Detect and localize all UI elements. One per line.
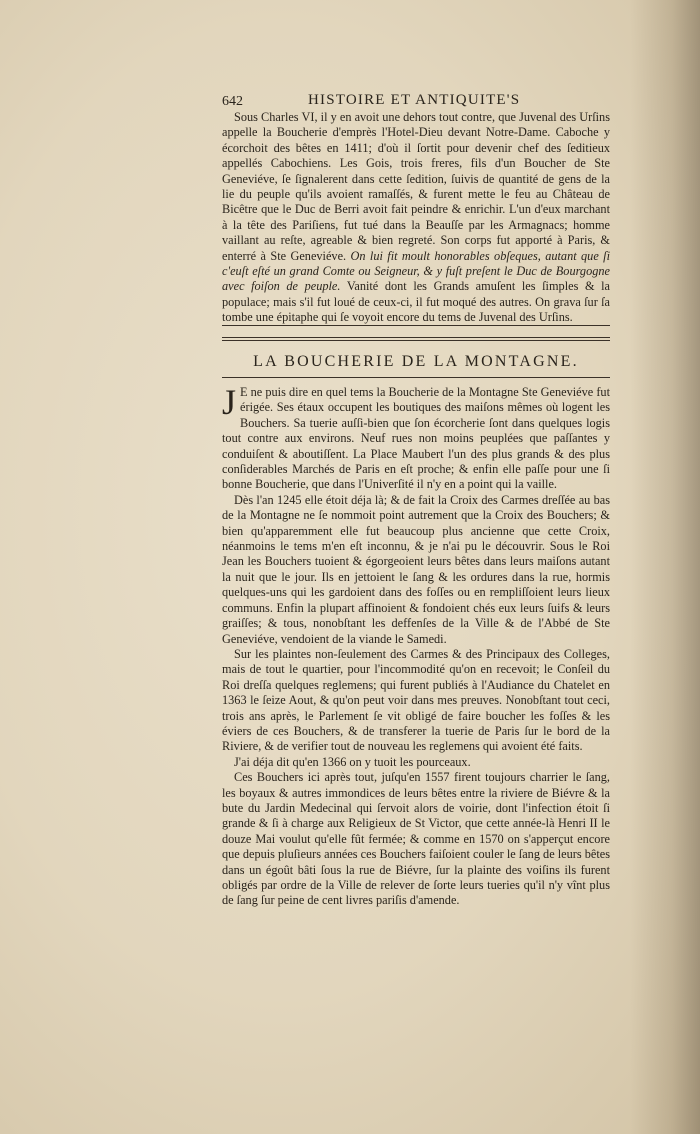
section-body <box>222 382 610 909</box>
page-number: 642 <box>222 94 243 109</box>
body-paragraph-1 <box>222 382 610 493</box>
body-paragraph-2: Dès l'an 1245 elle étoit déja là; & de fait la Croix des Carmes dreſſée au bas de la Montagne ne ſe nommoit point autrement que la Croix des Bouchers; & bien qu'apparemment elle fut beaucoup plus ancienne que cette Croix, néanmoins le tems m'en eſt inconnu, & je n'ai pu le découvrir. Sous le Roi Jean les Bouchers tuoient & égorgeoient leurs bêtes dans leurs maiſons autant la nuit que le jour. Ils en jettoient le ſang & les ordures dans la rue, hormis quelques-uns qui les gardoient dans des foſſes ou en rempliſſoient leurs lieux communs. Enfin la plupart affinoient & fondoient chés eux leurs ſuifs & leurs graiſſes; & tous, nonobſtant les deffenſes de la Ville & de l'Abbé de Ste Geneviéve, vendoient de la viande le Samedi. <box>222 492 610 646</box>
section-title-rule <box>222 377 610 378</box>
running-head: HISTOIRE ET ANTIQUITE'S <box>308 92 521 108</box>
intro-paragraph <box>222 110 610 326</box>
page-gutter-shadow <box>630 0 700 1134</box>
intro-text-end: Vanité dont les Grands amuſent les ſimples & la populace; mais s'il fut loué de ceux-ci, il fut moqué des autres. On grava ſur ſa tombe une épitaphe qui ſe voyoit encore du tems de Juvenal des Urſins. <box>222 279 610 325</box>
body-paragraph-5: Ces Bouchers ici après tout, juſqu'en 1557 firent toujours charrier le ſang, les boyaux & autres immondices de leurs bêtes entre la riviere de Biévre & la bute du Jardin Medecinal qui ſervoit alors de voirie, dont l'infection étoit ſi grande & ſi à charge aux Religieux de St Victor, que cette année-là Henri II le douze Mai voulut qu'elle fût fermée; & comme en 1570 on s'apperçut encore que depuis pluſieurs années ces Bouchers faiſoient couler le ſang de leurs bêtes dans un égoût bâti ſous la rue de Biévre, ſur la plainte des voiſins ils furent obligés par ordre de la Ville de relever de ſorte leurs tueries qu'il n'y vînt plus de ſang ſur peine de cent livres pariſis d'amende. <box>222 770 610 908</box>
paragraph-text: E ne puis dire en quel tems la Boucherie de la Montagne Ste Geneviéve fut érigée. Ses étaux occupent les boutiques des maiſons mêmes où logent les Bouchers. Sa tuerie auſſi-bien que ſon écorcherie ſont dans quelques logis tout contre aux environs. Neuf rues non moins peuplées que paſſantes y conduiſent & aboutiſſent. La Place Maubert l'un des plus grands & des plus conſiderables Marchés de Paris en eſt proche; & enfin elle paſſe pour une ſi bonne Boucherie, que dans l'Univerſité il n'y en a point qui la vaille. <box>222 385 610 492</box>
body-paragraph-4: J'ai déja dit qu'en 1366 on y tuoit les pourceaux. <box>234 754 471 769</box>
section-rule-double-b <box>222 340 610 341</box>
intro-italic-quote: On lui fit moult honorables obſeques, autant que ſi c'euſt eſté un grand Comte ou Seigneur, & y fuſt preſent le Duc de Bourgogne avec foiſon de peuple. <box>222 248 610 294</box>
section-rule-double-a <box>222 337 610 338</box>
section-title: LA BOUCHERIE DE LA MONTAGNE. <box>253 353 579 370</box>
body-paragraph-3: Sur les plaintes non-ſeulement des Carmes & des Principaux des Colleges, mais de tout le quartier, pour l'incommodité qu'on en recevoit; le Conſeil du Roi dreſſa quelques reglemens; qui furent publiés à l'Audiance du Chatelet en 1363 le ſeize Aout, & qu'on peut voir dans mes preuves. Nonobſtant tout ceci, trois ans après, le Parlement ſe vit obligé de faire boucher les foſſes & les éviers de ces Bouchers, & de transferer la tuerie de Paris ſur le bord de la Riviere, & de verifier tout de nouveau les reglemens qui avoient été faits. <box>222 646 610 754</box>
section-rule-top <box>222 325 610 326</box>
intro-text-start: Sous Charles VI, il y en avoit une dehors tout contre, que Juvenal des Urſins appelle la Boucherie d'emprès l'Hotel-Dieu devant Notre-Dame. Caboche y écorchoit des bêtes en 1411; d'où il ſortit pour devenir chef des ſeditieux appellés Cabochiens. Les Gois, trois freres, fils d'un Boucher de Ste Geneviéve, ſe ſignalerent dans cette ſedition, ſuivis de quantité de gens de la lie du peuple qu'ils avoient ramaſſés, & furent mette le feu au Château de Bicêtre que le Duc de Berri avoit fait peindre & enrichir. L'un d'eux marchant à la tête des Pariſiens, fut tué dans la Beauſſe par les Armagnacs; homme vaillant au reſte, agreable & bien regreté. Son corps fut apporté à Paris, & enterré à Ste Geneviéve. <box>222 110 610 263</box>
drop-capital: J <box>222 382 237 422</box>
page-header <box>222 92 610 112</box>
